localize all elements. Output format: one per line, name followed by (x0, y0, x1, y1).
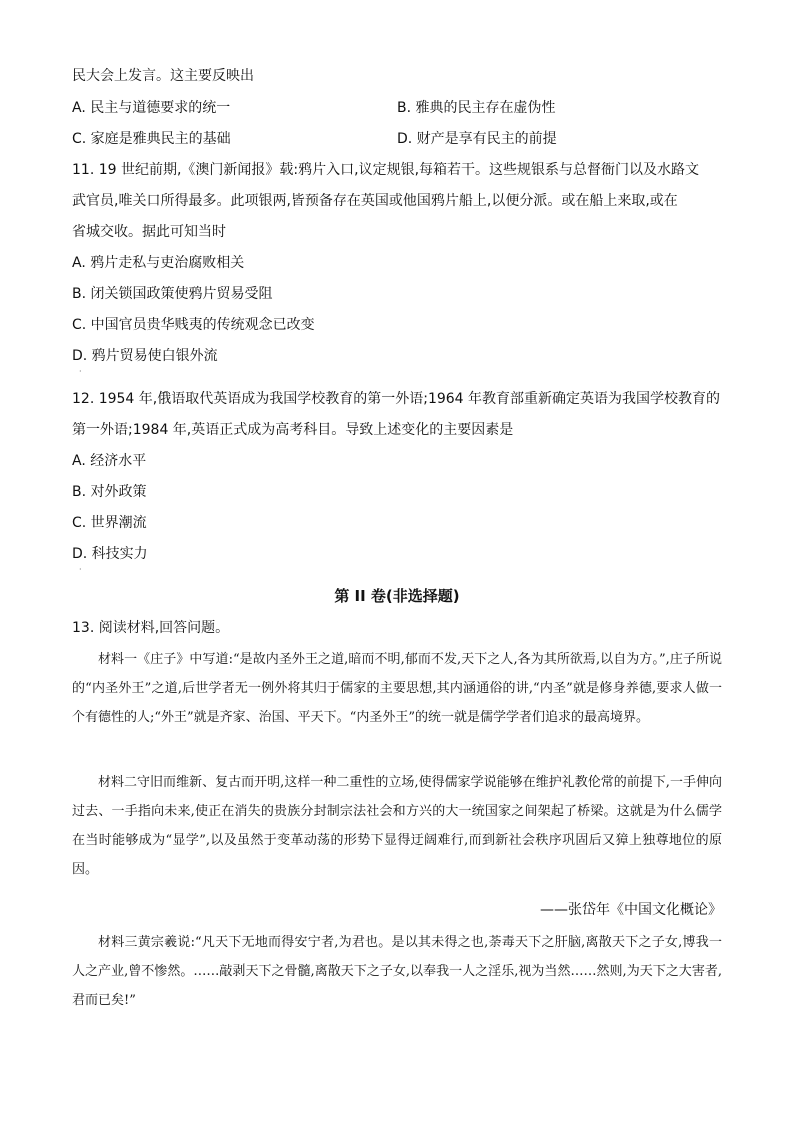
q13-material-1 (72, 645, 722, 732)
material-1-text: 材料一《庄子》中写道:“是故内圣外王之道,暗而不明,郁而不发,天下之人,各为其所欲焉,以自为方。”,庄子所说的“内圣外王”之道,后世学者无一例外将其归于儒家的主要思想,其内涵通俗的讲,“内圣”就是修身养德,要求人做一个有德性的人;“外王”就是齐家、治国、平天下。“内圣外王”的统一就是儒学学者们追求的最高境界。 (72, 652, 722, 725)
material-2-source: ——张岱年《中国文化概论》 (540, 902, 722, 918)
q11-option-d: D. 鸦片贸易使白银外流 (72, 348, 218, 364)
q12-option-c: C. 世界潮流 (72, 515, 147, 531)
q10-option-b: B. 雅典的民主存在虚伪性 (397, 100, 556, 116)
q12-option-b: B. 对外政策 (72, 484, 147, 500)
q12-option-a: A. 经济水平 (72, 453, 147, 469)
q11-option-c: C. 中国官员贵华贱夷的传统观念已改变 (72, 317, 315, 333)
q13-stem: 13. 阅读材料,回答问题。 (72, 620, 230, 636)
material-2-text: 材料二守旧而维新、复古而开明,这样一种二重性的立场,使得儒家学说能够在维护礼教伦常的前提下,一手伸向过去、一手指向未来,使正在消失的贵族分封制宗法社会和方兴的大一统国家之间架起了桥梁。这就是为什么儒学在当时能够成为“显学”,以及虽然于变革动荡的形势下显得迂阔难行,而到新社会秩序巩固后又獐上独尊地位的原因。 (72, 775, 722, 877)
q11-stem-line-1: 11. 19 世纪前期,《澳门新闻报》载:鸦片入口,议定规银,每箱若干。这些规银系与总督衙门以及水路文 (72, 162, 700, 178)
q11-stem-line-3: 省城交收。据此可知当时 (72, 224, 226, 240)
scan-dot: · (79, 367, 82, 376)
q10-option-c: C. 家庭是雅典民主的基础 (72, 131, 231, 147)
q10-option-d: D. 财产是享有民主的前提 (397, 131, 557, 147)
q11-stem-line-2: 武官员,唯关口所得最多。此项银两,皆预备存在英国或他国鸦片船上,以便分派。或在船上来取,或在 (72, 193, 678, 209)
q13-material-3 (72, 928, 722, 1015)
q13-material-2 (72, 768, 722, 884)
q11-option-b: B. 闭关锁国政策使鸦片贸易受阻 (72, 286, 273, 302)
q12-stem-line-2: 第一外语;1984 年,英语正式成为高考科目。导致上述变化的主要因素是 (72, 422, 514, 438)
scan-dot: · (79, 565, 82, 574)
material-3-text: 材料三黄宗羲说:“凡天下无地而得安宁者,为君也。是以其未得之也,荼毒天下之肝脑,离散天下之子女,博我一人之产业,曾不惨然。……敲剥天下之骨髓,离散天下之子女,以奉我一人之淫乐,视为当然……然则,为天下之大害者,君而已矣!” (72, 935, 722, 1008)
q12-option-d: D. 科技实力 (72, 546, 148, 562)
q10-stem-tail: 民大会上发言。这主要反映出 (72, 68, 254, 84)
q10-option-a: A. 民主与道德要求的统一 (72, 100, 231, 116)
section-title: 第 II 卷(非选择题) (334, 587, 460, 605)
q11-option-a: A. 鸦片走私与吏治腐败相关 (72, 255, 245, 271)
q12-stem-line-1: 12. 1954 年,俄语取代英语成为我国学校教育的第一外语;1964 年教育部重新确定英语为我国学校教育的 (72, 391, 721, 407)
